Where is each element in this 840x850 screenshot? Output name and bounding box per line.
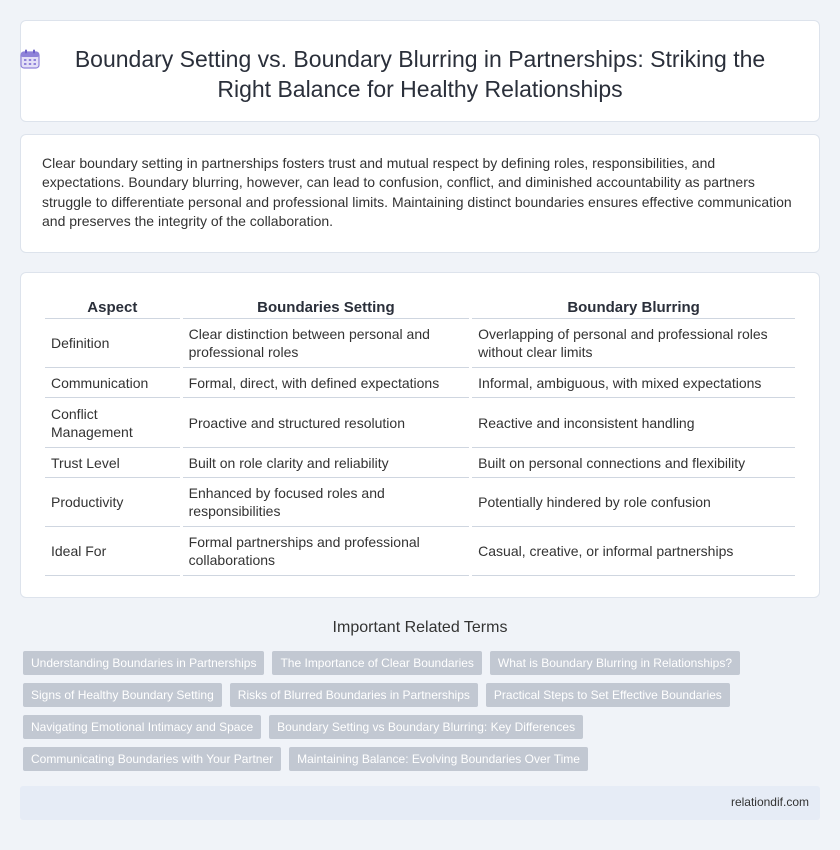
- comparison-table-card: [20, 272, 820, 598]
- table-cell: Clear distinction between personal and professional roles: [183, 319, 470, 368]
- table-row: [45, 319, 795, 368]
- table-cell: Informal, ambiguous, with mixed expectations: [472, 368, 795, 398]
- related-term-link[interactable]: Signs of Healthy Boundary Setting: [23, 683, 222, 707]
- page-title-text: Boundary Setting vs. Boundary Blurring in Partnerships: Striking the Right Balance for Healthy Relationships: [74, 46, 766, 102]
- table-row: [45, 448, 795, 478]
- comparison-table: [42, 297, 798, 576]
- related-term-link[interactable]: Navigating Emotional Intimacy and Space: [23, 715, 261, 739]
- intro-paragraph: Clear boundary setting in partnerships fosters trust and mutual respect by defining roles, responsibilities, and expectations. Boundary blurring, however, can lead to confusion, conflict, and diminished accountability as partners struggle to differentiate personal and professional limits. Maintaining distinct boundaries ensures effective communication and preserves the integrity of the collaboration.: [42, 155, 792, 230]
- table-cell: Formal partnerships and professional collaborations: [183, 527, 470, 576]
- related-term-link[interactable]: Risks of Blurred Boundaries in Partnerships: [230, 683, 478, 707]
- related-terms-list: [23, 651, 823, 779]
- footer-site-link[interactable]: relationdif.com: [730, 795, 809, 809]
- table-row: [45, 398, 795, 448]
- table-cell: Conflict Management: [45, 398, 180, 448]
- column-header: Boundaries Setting: [183, 297, 470, 319]
- table-cell: Definition: [45, 319, 180, 368]
- table-row: [45, 527, 795, 576]
- column-header: Boundary Blurring: [472, 297, 795, 319]
- table-cell: Ideal For: [45, 527, 180, 576]
- table-cell: Reactive and inconsistent handling: [472, 398, 795, 448]
- table-cell: Productivity: [45, 478, 180, 527]
- footer: [20, 786, 820, 820]
- page-title: [21, 44, 819, 104]
- table-cell: Casual, creative, or informal partnerships: [472, 527, 795, 576]
- related-term-link[interactable]: Maintaining Balance: Evolving Boundaries Over Time: [289, 747, 588, 771]
- column-header: Aspect: [45, 297, 180, 319]
- table-header-row: [45, 297, 795, 319]
- table-cell: Built on personal connections and flexibility: [472, 448, 795, 478]
- calendar-icon: [19, 48, 41, 70]
- table-cell: Built on role clarity and reliability: [183, 448, 470, 478]
- table-row: [45, 368, 795, 398]
- related-term-link[interactable]: The Importance of Clear Boundaries: [272, 651, 481, 675]
- table-cell: Proactive and structured resolution: [183, 398, 470, 448]
- table-cell: Formal, direct, with defined expectations: [183, 368, 470, 398]
- table-cell: Enhanced by focused roles and responsibilities: [183, 478, 470, 527]
- related-term-link[interactable]: Boundary Setting vs Boundary Blurring: Key Differences: [269, 715, 583, 739]
- related-term-link[interactable]: Practical Steps to Set Effective Boundaries: [486, 683, 730, 707]
- table-cell: Trust Level: [45, 448, 180, 478]
- related-term-link[interactable]: Understanding Boundaries in Partnerships: [23, 651, 264, 675]
- related-term-link[interactable]: What is Boundary Blurring in Relationships?: [490, 651, 740, 675]
- intro-card: [20, 134, 820, 253]
- table-cell: Communication: [45, 368, 180, 398]
- header-card: [20, 20, 820, 122]
- table-cell: Overlapping of personal and professional roles without clear limits: [472, 319, 795, 368]
- table-row: [45, 478, 795, 527]
- related-term-link[interactable]: Communicating Boundaries with Your Partner: [23, 747, 281, 771]
- table-cell: Potentially hindered by role confusion: [472, 478, 795, 527]
- related-terms-heading: Important Related Terms: [332, 619, 508, 636]
